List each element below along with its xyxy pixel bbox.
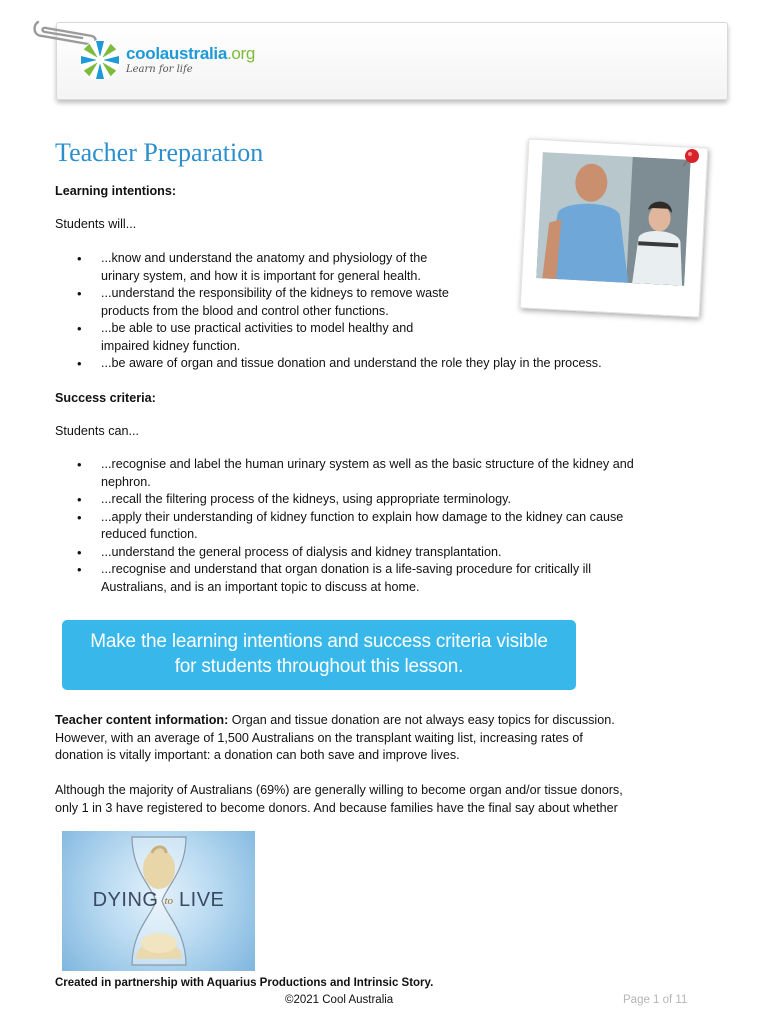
list-item: • ...understand the responsibility of the kidneys to remove waste products from the blood and control other functions.	[77, 285, 717, 320]
copyright-notice: ©2021 Cool Australia	[285, 994, 394, 1006]
learning-intentions-intro: Students will...	[55, 217, 137, 231]
success-criteria-heading: Success criteria:	[55, 391, 156, 405]
learning-intentions-heading: Learning intentions:	[55, 184, 177, 198]
callout-banner	[62, 620, 576, 690]
success-criteria-intro: Students can...	[55, 424, 140, 438]
content-info-label: Teacher content information:	[55, 713, 229, 727]
list-item: • ...be aware of organ and tissue donation and understand the role they play in the process.	[77, 355, 717, 373]
logo-wordmark: coolaustralia.org	[126, 44, 256, 63]
list-item: • ...apply their understanding of kidney function to explain how damage to the kidney can cause reduced function.	[77, 509, 727, 544]
callout-line-1: Make the learning intentions and success criteria visible	[90, 631, 548, 652]
starburst-logo-icon	[78, 38, 122, 82]
learning-intentions-list	[77, 250, 717, 373]
logo-tagline: Learn for life	[126, 64, 193, 75]
list-item: • ...recognise and label the human urinary system as well as the basic structure of the kidney and nephron.	[77, 456, 727, 491]
content-info-paragraph: Teacher content information: Organ and tissue donation are not always easy topics for discussion. However, with an average of 1,500 Australians on the transplant waiting list, increasing rates of donation is vitally important: a donation can both save and improve lives.	[55, 713, 615, 762]
callout-line-2: for students throughout this lesson.	[174, 656, 464, 677]
page-number: Page 1 of 11	[623, 994, 688, 1006]
poster-title: DYING to LIVE	[92, 889, 225, 911]
list-item: • ...know and understand the anatomy and physiology of the urinary system, and how it is important for general health.	[77, 250, 717, 285]
page-title: Teacher Preparation	[55, 138, 264, 167]
dying-to-live-poster	[62, 831, 255, 971]
list-item: • ...recognise and understand that organ donation is a life-saving procedure for critically ill Australians, and is an important topic to discuss at home.	[77, 561, 727, 596]
push-pin-icon	[677, 145, 703, 171]
cool-australia-logo[interactable]	[78, 38, 255, 82]
success-criteria-list	[77, 456, 727, 596]
list-item: • ...be able to use practical activities to model healthy and impaired kidney function.	[77, 320, 717, 355]
list-item: • ...recall the filtering process of the kidneys, using appropriate terminology.	[77, 491, 727, 509]
partnership-credit: Created in partnership with Aquarius Productions and Intrinsic Story.	[55, 977, 434, 989]
donor-statistics-paragraph: Although the majority of Australians (69%) are generally willing to become organ and/or tissue donors, only 1 in 3 have registered to become donors. And because families have the final say about whether	[55, 783, 623, 815]
list-item: • ...understand the general process of dialysis and kidney transplantation.	[77, 544, 727, 562]
